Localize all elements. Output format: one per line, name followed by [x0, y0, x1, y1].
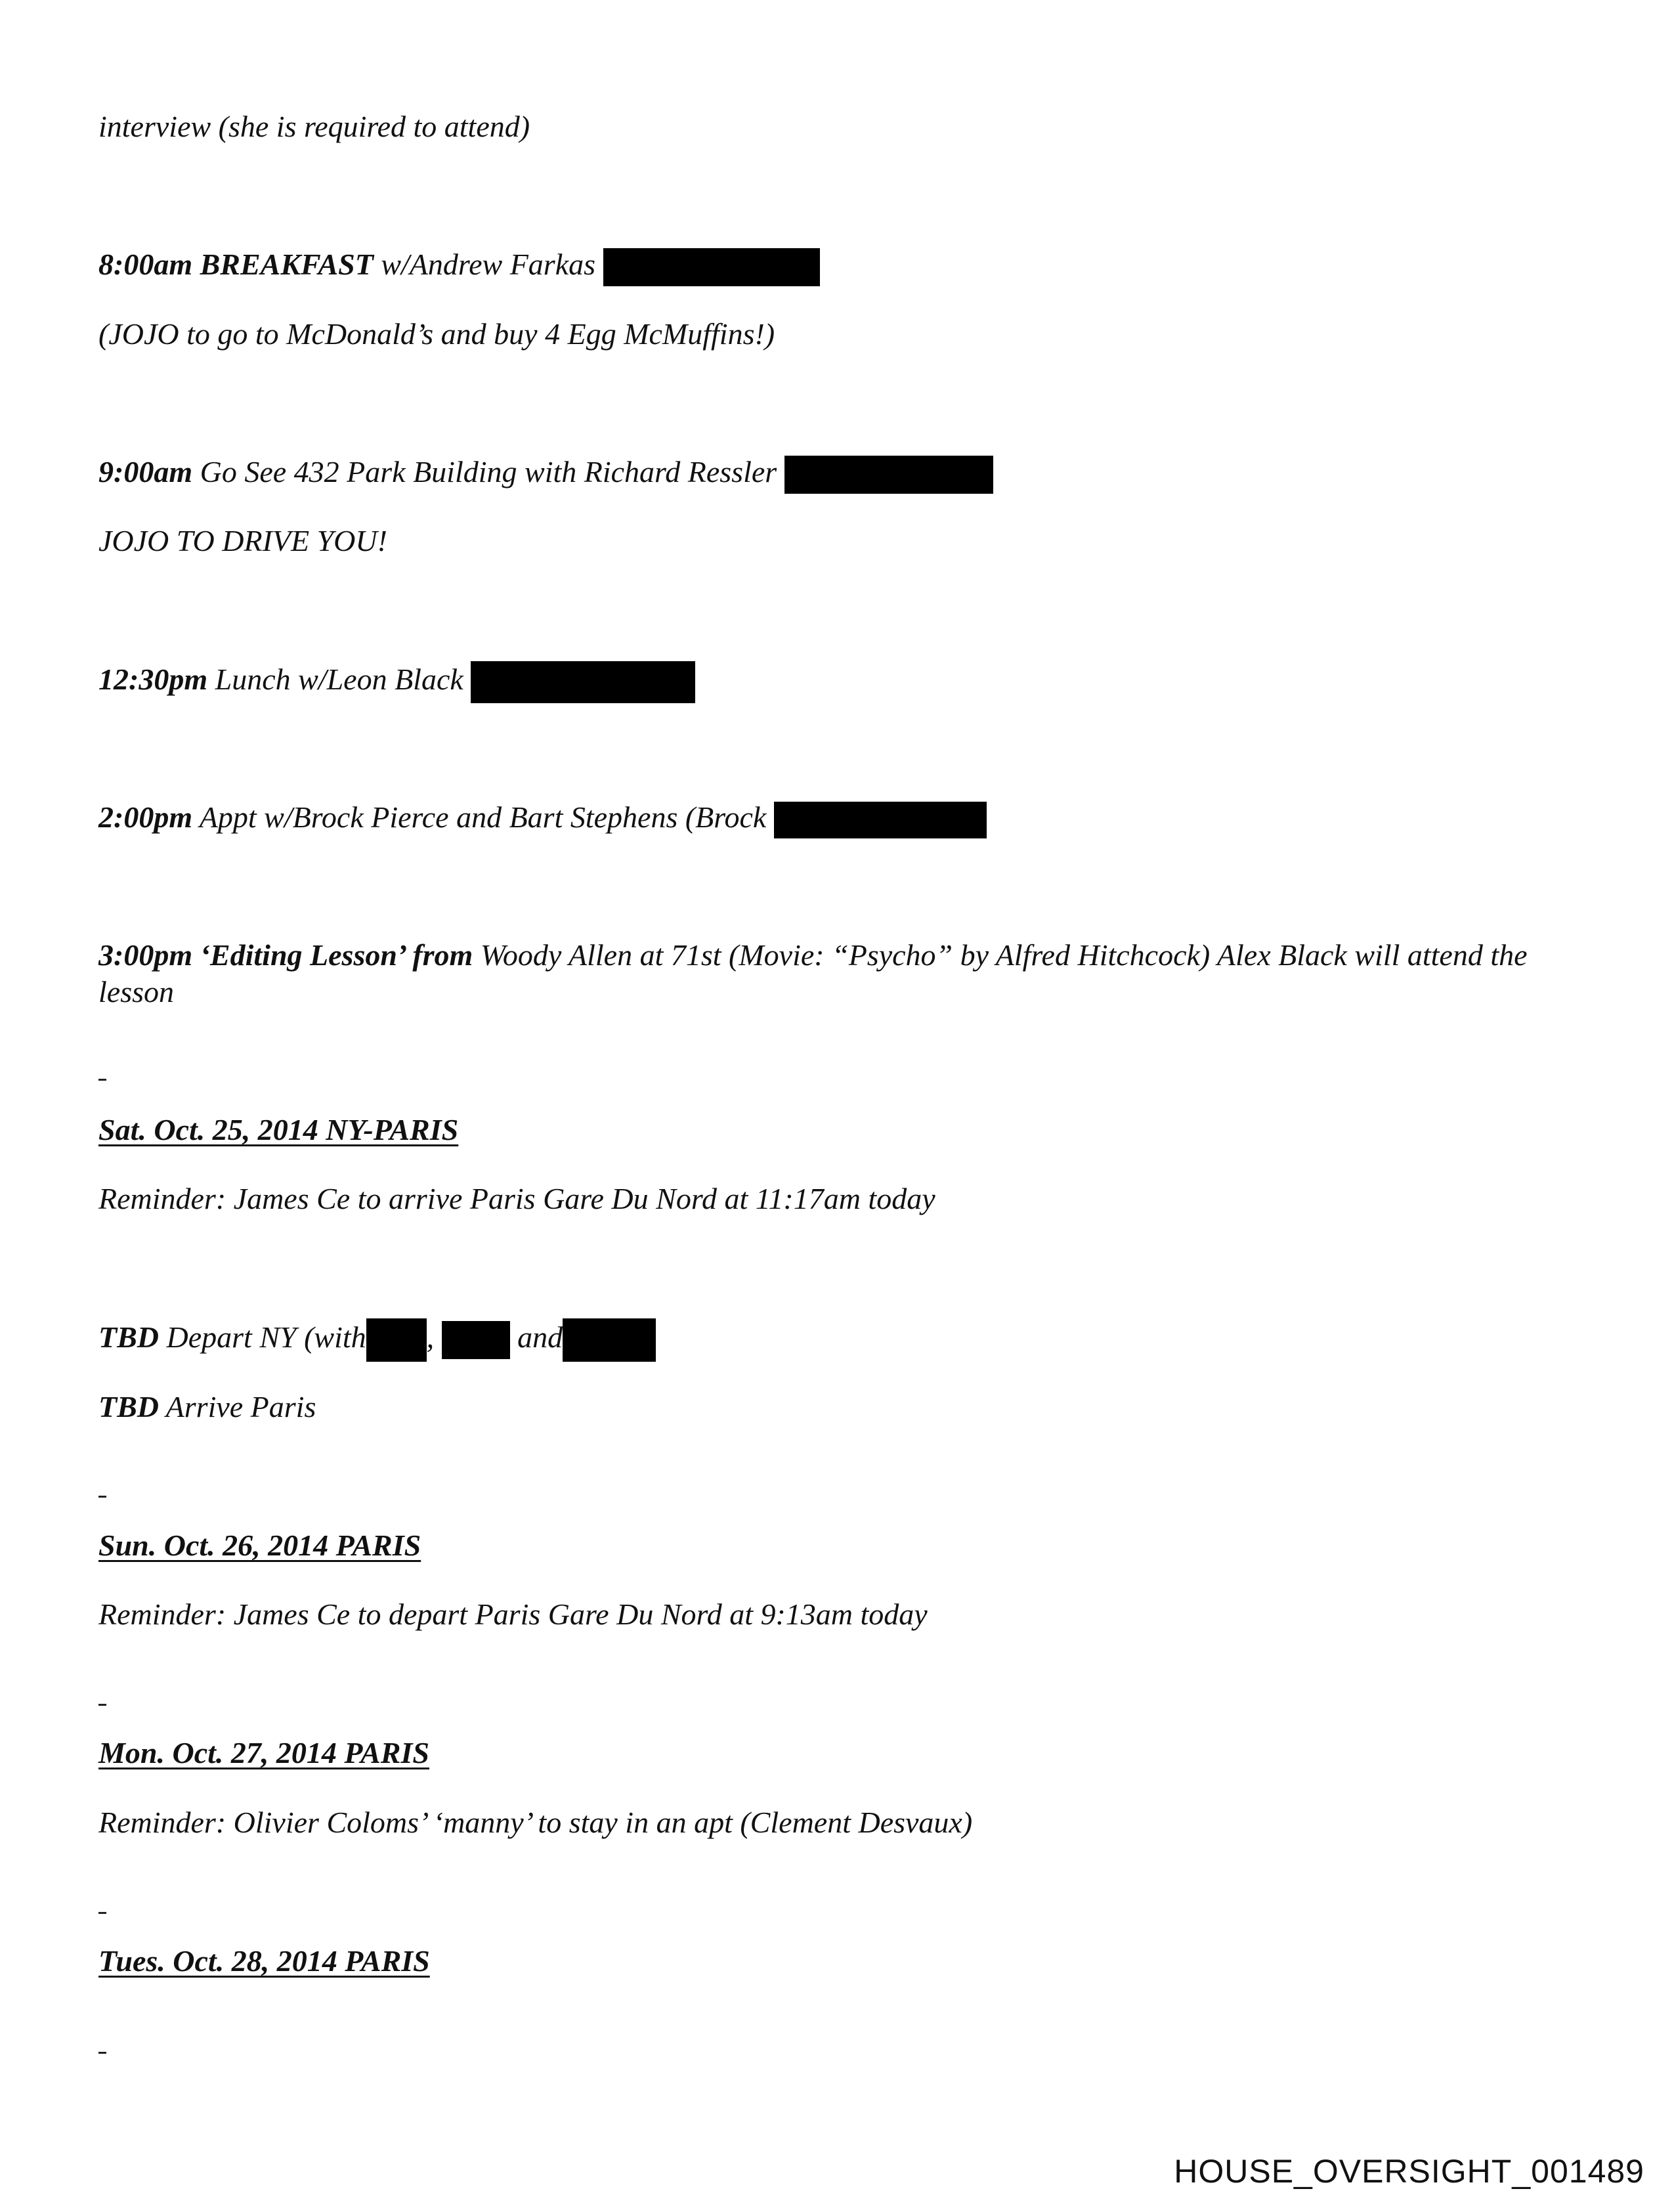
schedule-entry-depart [98, 1318, 656, 1362]
day-heading-text: Sun. Oct. 26, 2014 PARIS [98, 1529, 421, 1562]
entry-time: 2:00pm [98, 800, 193, 834]
separator-dash [98, 2052, 106, 2054]
day-heading [98, 1527, 421, 1565]
day-heading-text: Sat. Oct. 25, 2014 NY-PARIS [98, 1113, 459, 1146]
redaction-block [774, 802, 987, 838]
note-text: interview (she is required to attend) [98, 110, 530, 143]
entry-time: TBD [98, 1390, 159, 1423]
entry-text: and [509, 1320, 563, 1354]
entry-text: Appt w/Brock Pierce and Bart Stephens (Brock [192, 800, 774, 834]
schedule-entry-lunch [98, 661, 695, 703]
schedule-note [98, 108, 530, 146]
schedule-entry-editing-lesson [98, 937, 1576, 1010]
note-text: Reminder: Olivier Coloms’ ‘manny’ to stay in an apt (Clement Desvaux) [98, 1806, 973, 1839]
entry-time: 12:30pm [98, 662, 208, 696]
note-text: JOJO TO DRIVE YOU! [98, 524, 387, 557]
schedule-note [98, 315, 775, 353]
separator-dash [98, 1912, 106, 1914]
day-heading-text: Tues. Oct. 28, 2014 PARIS [98, 1944, 430, 1978]
entry-text: Depart NY (with [159, 1320, 366, 1354]
note-text: Reminder: James Ce to depart Paris Gare Du Nord at 9:13am today [98, 1597, 928, 1631]
entry-time: 9:00am [98, 455, 193, 488]
note-text: Reminder: James Ce to arrive Paris Gare Du Nord at 11:17am today [98, 1182, 935, 1215]
redaction-block [563, 1318, 656, 1362]
bates-stamp: HOUSE_OVERSIGHT_001489 [1174, 2153, 1644, 2190]
schedule-note [98, 1595, 928, 1634]
separator-dash [98, 1704, 106, 1706]
schedule-entry-arrive [98, 1388, 316, 1426]
entry-text: Lunch w/Leon Black [207, 662, 471, 696]
entry-time: 3:00pm ‘Editing Lesson’ from [98, 938, 473, 972]
redaction-block [471, 661, 695, 703]
day-heading-text: Mon. Oct. 27, 2014 PARIS [98, 1736, 429, 1769]
schedule-note [98, 1180, 935, 1218]
schedule-note [98, 1804, 972, 1842]
entry-text: Arrive Paris [159, 1390, 316, 1423]
schedule-entry-breakfast [98, 246, 820, 286]
schedule-entry-building-visit [98, 453, 993, 494]
day-heading [98, 1942, 430, 1980]
redaction-block [603, 248, 820, 286]
day-heading [98, 1734, 429, 1772]
entry-text: , [426, 1320, 442, 1354]
separator-dash [98, 1079, 106, 1081]
redaction-block [784, 456, 993, 494]
schedule-entry-appointment [98, 798, 987, 838]
day-heading [98, 1111, 458, 1149]
redaction-block [366, 1318, 427, 1362]
redaction-block [442, 1321, 510, 1359]
schedule-note [98, 522, 387, 560]
entry-text: Go See 432 Park Building with Richard Ressler [192, 455, 784, 488]
entry-time: 8:00am BREAKFAST [98, 248, 374, 281]
entry-time: TBD [98, 1320, 159, 1354]
entry-text: w/Andrew Farkas [373, 248, 603, 281]
entry-text: Woody Allen at 71st (Movie: “Psycho” by Alfred Hitchcock) Alex Black will attend the lesson [98, 938, 1528, 1008]
note-text: (JOJO to go to McDonald’s and buy 4 Egg McMuffins!) [98, 317, 775, 351]
separator-dash [98, 1496, 106, 1498]
